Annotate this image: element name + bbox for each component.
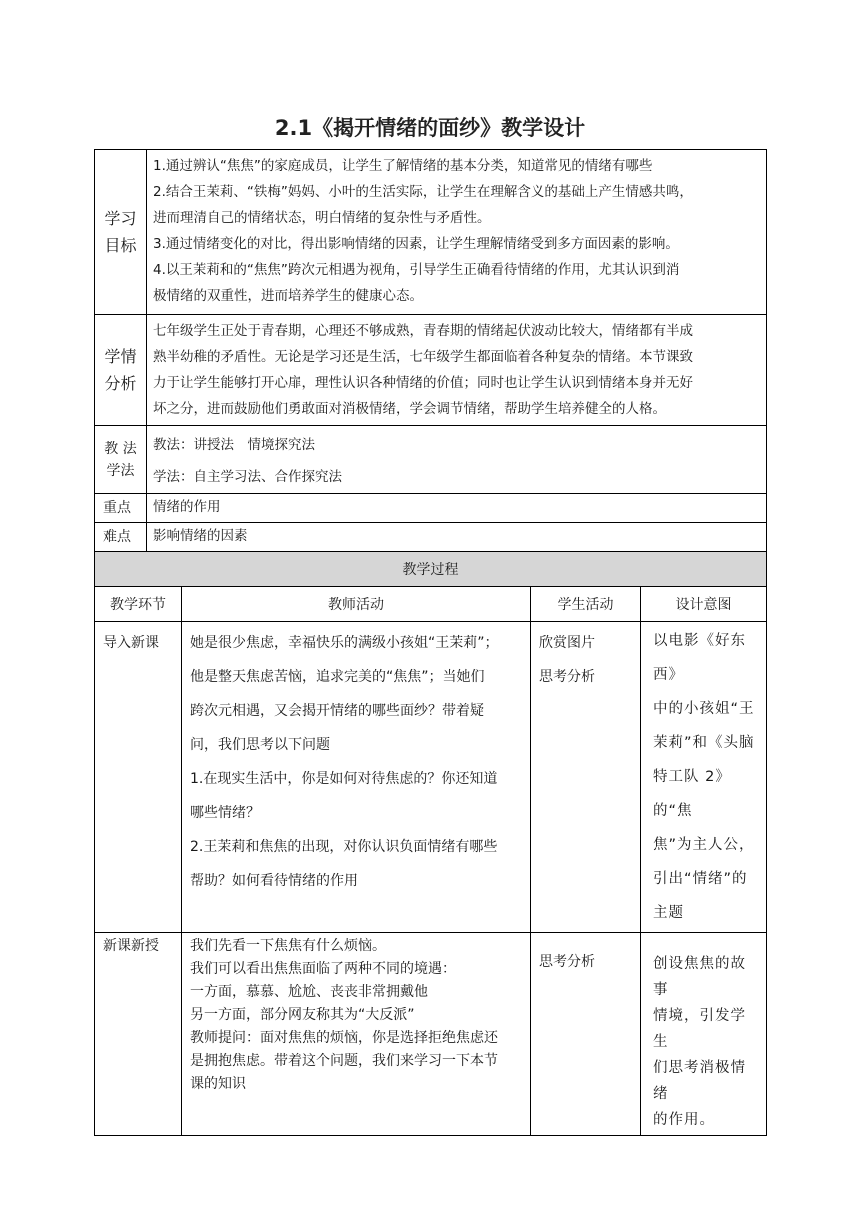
objectives-row [95, 150, 767, 315]
column-header-intent: 设计意图 [641, 587, 767, 622]
objective-line: 2.结合王茉莉、“铁梅”妈妈、小叶的生活实际，让学生在理解含义的基础上产生情感共鸣， [153, 184, 693, 200]
objectives-label: 学习 目标 [95, 150, 147, 315]
key-point-label: 重点 [95, 494, 147, 523]
objective-line: 3.通过情绪变化的对比，得出影响情绪的因素，让学生理解情绪受到多方面因素的影响。 [153, 236, 679, 252]
design-intent-cell: 创设焦焦的故事 情境，引发学生 们思考消极情绪 的作用。 [641, 933, 767, 1136]
key-point-value: 情绪的作用 [147, 494, 767, 523]
design-intent-cell: 以电影《好东西》 中的小孩姐“王 茉莉”和《头脑 特工队 2》的“焦 焦”为主人公， 引出“情绪”的 主题 [641, 622, 767, 933]
stage-cell: 新课新授 [95, 933, 182, 1136]
difficulty-value: 影响情绪的因素 [147, 523, 767, 552]
objective-line: 极情绪的双重性，进而培养学生的健康心态。 [153, 288, 423, 304]
analysis-row [95, 315, 767, 426]
lesson-plan-table [94, 149, 767, 1136]
learning-method: 学法：自主学习法、合作探究法 [153, 469, 342, 485]
process-column-headers [95, 587, 767, 622]
difficulty-label: 难点 [95, 523, 147, 552]
analysis-line: 熟半幼稚的矛盾性。无论是学习还是生活，七年级学生都面临着各种复杂的情绪。本节课致 [153, 349, 693, 365]
analysis-label: 学情 分析 [95, 315, 147, 426]
teacher-activity-cell: 她是很少焦虑，幸福快乐的满级小孩姐“王茉莉”； 他是整天焦虑苦恼，追求完美的“焦焦”；当她们 跨次元相遇，又会揭开情绪的哪些面纱？带着疑 问，我们思考以下问题 1.在现实生活中，你是如何对待焦虑的？你还知道 哪些情绪？ 2.王茉莉和焦焦的出现，对你认识负面情绪有哪些 帮助？如何看待情绪的作用 [182, 622, 531, 933]
analysis-content [147, 315, 767, 426]
teacher-activity-cell: 我们先看一下焦焦有什么烦恼。 我们可以看出焦焦面临了两种不同的境遇： 一方面，慕慕、尬尬、丧丧非常拥戴他 另一方面，部分网友称其为“大反派” 教师提问：面对焦焦的烦恼，你是选择拒绝焦虑还 是拥抱焦虑。带着这个问题，我们来学习一下本节 课的知识 [182, 933, 531, 1136]
methods-row [95, 426, 767, 494]
analysis-line: 坏之分，进而鼓励他们勇敢面对消极情绪，学会调节情绪，帮助学生培养健全的人格。 [153, 401, 666, 417]
student-activity-cell: 思考分析 [531, 933, 641, 1136]
objective-line: 4.以王茉莉和的“焦焦”跨次元相遇为视角，引导学生正确看待情绪的作用，尤其认识到消 [153, 262, 680, 278]
document-title: 2.1《揭开情绪的面纱》教学设计 [274, 116, 586, 140]
column-header-student: 学生活动 [531, 587, 641, 622]
analysis-line: 七年级学生正处于青春期，心理还不够成熟，青春期的情绪起伏波动比较大，情绪都有半成 [153, 323, 693, 339]
objectives-content [147, 150, 767, 315]
objective-line: 进而理清自己的情绪状态，明白情绪的复杂性与矛盾性。 [153, 210, 491, 226]
column-header-teacher: 教师活动 [182, 587, 531, 622]
key-point-row [95, 494, 767, 523]
difficulty-row [95, 523, 767, 552]
analysis-line: 力于让学生能够打开心扉，理性认识各种情绪的价值；同时也让学生认识到情绪本身并无好 [153, 375, 693, 391]
objective-line: 1.通过辨认“焦焦”的家庭成员，让学生了解情绪的基本分类，知道常见的情绪有哪些 [153, 158, 653, 174]
methods-label: 教 法 学法 [95, 426, 147, 494]
student-activity-cell: 欣赏图片 思考分析 [531, 622, 641, 933]
methods-content [147, 426, 767, 494]
stage-cell: 导入新课 [95, 622, 182, 933]
table-row [95, 622, 767, 933]
process-heading: 教学过程 [95, 552, 767, 587]
teaching-method: 教法：讲授法 情境探究法 [153, 437, 315, 453]
table-row [95, 933, 767, 1136]
process-heading-row [95, 552, 767, 587]
column-header-stage: 教学环节 [95, 587, 182, 622]
